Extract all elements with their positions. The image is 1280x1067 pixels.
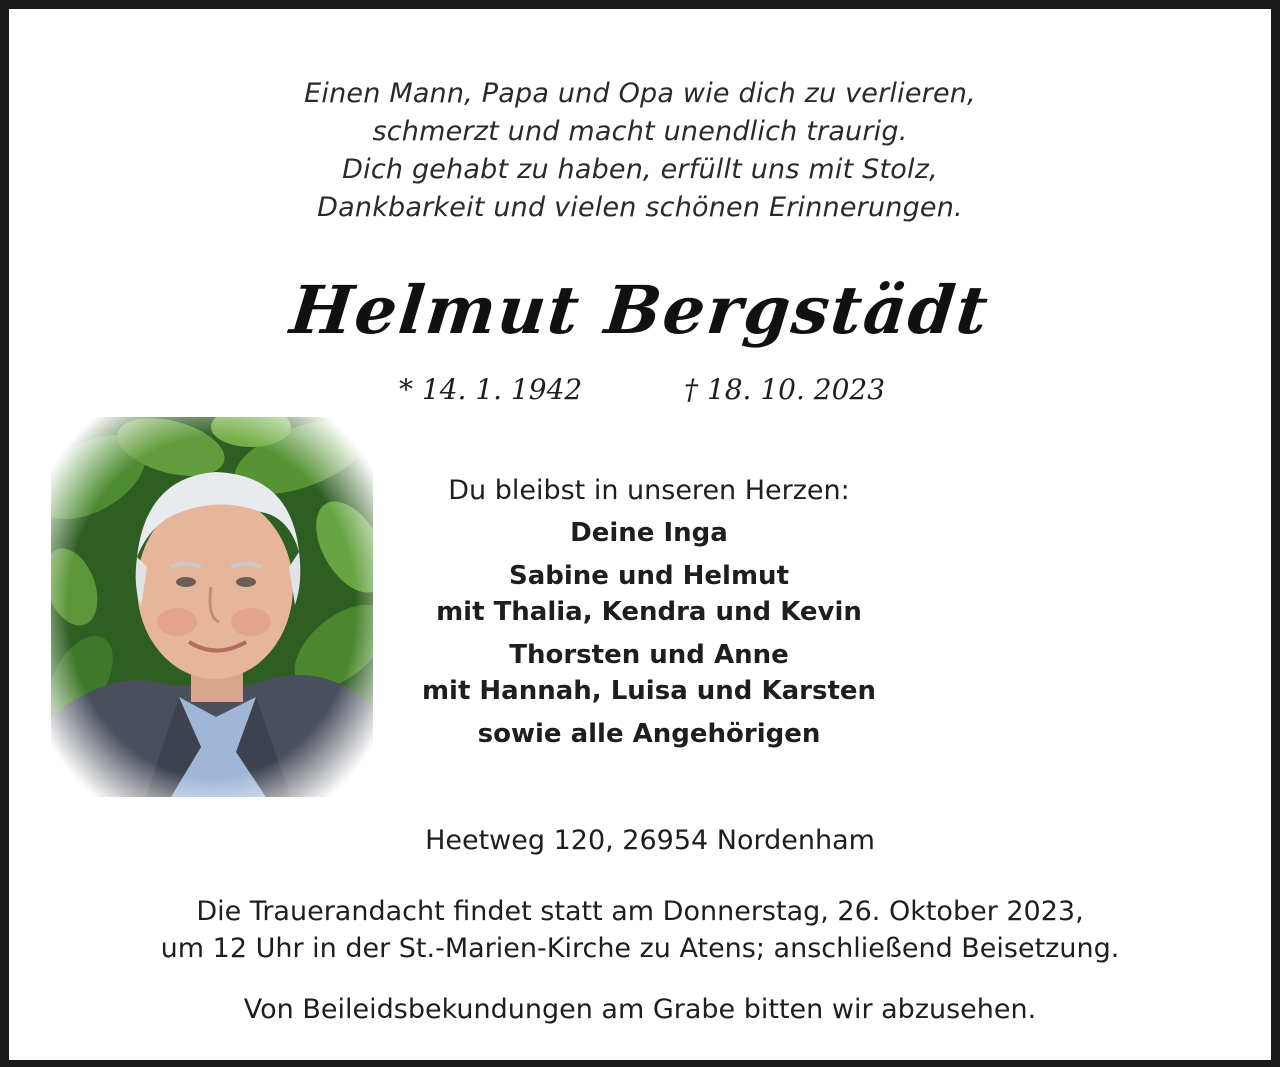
mourner-line: Sabine und Helmut xyxy=(508,561,789,591)
mourner-line: mit Thalia, Kendra und Kevin xyxy=(436,597,862,627)
memorial-poem xyxy=(9,75,1271,227)
poem-line: Dich gehabt zu haben, erfüllt uns mit Stolz, xyxy=(342,154,938,185)
mourner-line: sowie alle Angehörigen xyxy=(477,719,821,749)
closing-note: Von Beileidsbekundungen am Grabe bitten wir abzusehen. xyxy=(243,994,1037,1025)
deceased-name: Helmut Bergstädt xyxy=(286,271,994,349)
mourner-line: Thorsten und Anne xyxy=(509,640,789,670)
mourner-group xyxy=(339,637,959,709)
poem-line: Einen Mann, Papa und Opa wie dich zu verlieren, xyxy=(304,78,976,109)
family-address xyxy=(9,822,1280,860)
birth-date: * 14. 1. 1942 xyxy=(399,373,583,406)
poem-line: schmerzt und macht unendlich traurig. xyxy=(372,116,908,147)
mourners-intro: Du bleibst in unseren Herzen: xyxy=(448,475,850,506)
portrait-photo xyxy=(51,417,373,797)
mourner-group xyxy=(339,716,959,752)
service-line: um 12 Uhr in der St.-Marien-Kirche zu Atens; anschließend Beisetzung. xyxy=(160,933,1120,964)
mourner-group xyxy=(339,558,959,630)
mourner-line: Deine Inga xyxy=(570,518,728,548)
address-text: Heetweg 120, 26954 Nordenham xyxy=(425,825,875,856)
death-date: † 18. 10. 2023 xyxy=(684,373,886,406)
service-line: Die Trauerandacht findet statt am Donnerstag, 26. Oktober 2023, xyxy=(196,896,1084,927)
service-details xyxy=(9,893,1271,967)
mourners-list xyxy=(339,471,959,759)
poem-line: Dankbarkeit und vielen schönen Erinnerungen. xyxy=(317,192,963,223)
portrait-illustration xyxy=(51,417,373,797)
mourner-line: mit Hannah, Luisa und Karsten xyxy=(421,676,877,706)
mourner-group xyxy=(339,515,959,551)
